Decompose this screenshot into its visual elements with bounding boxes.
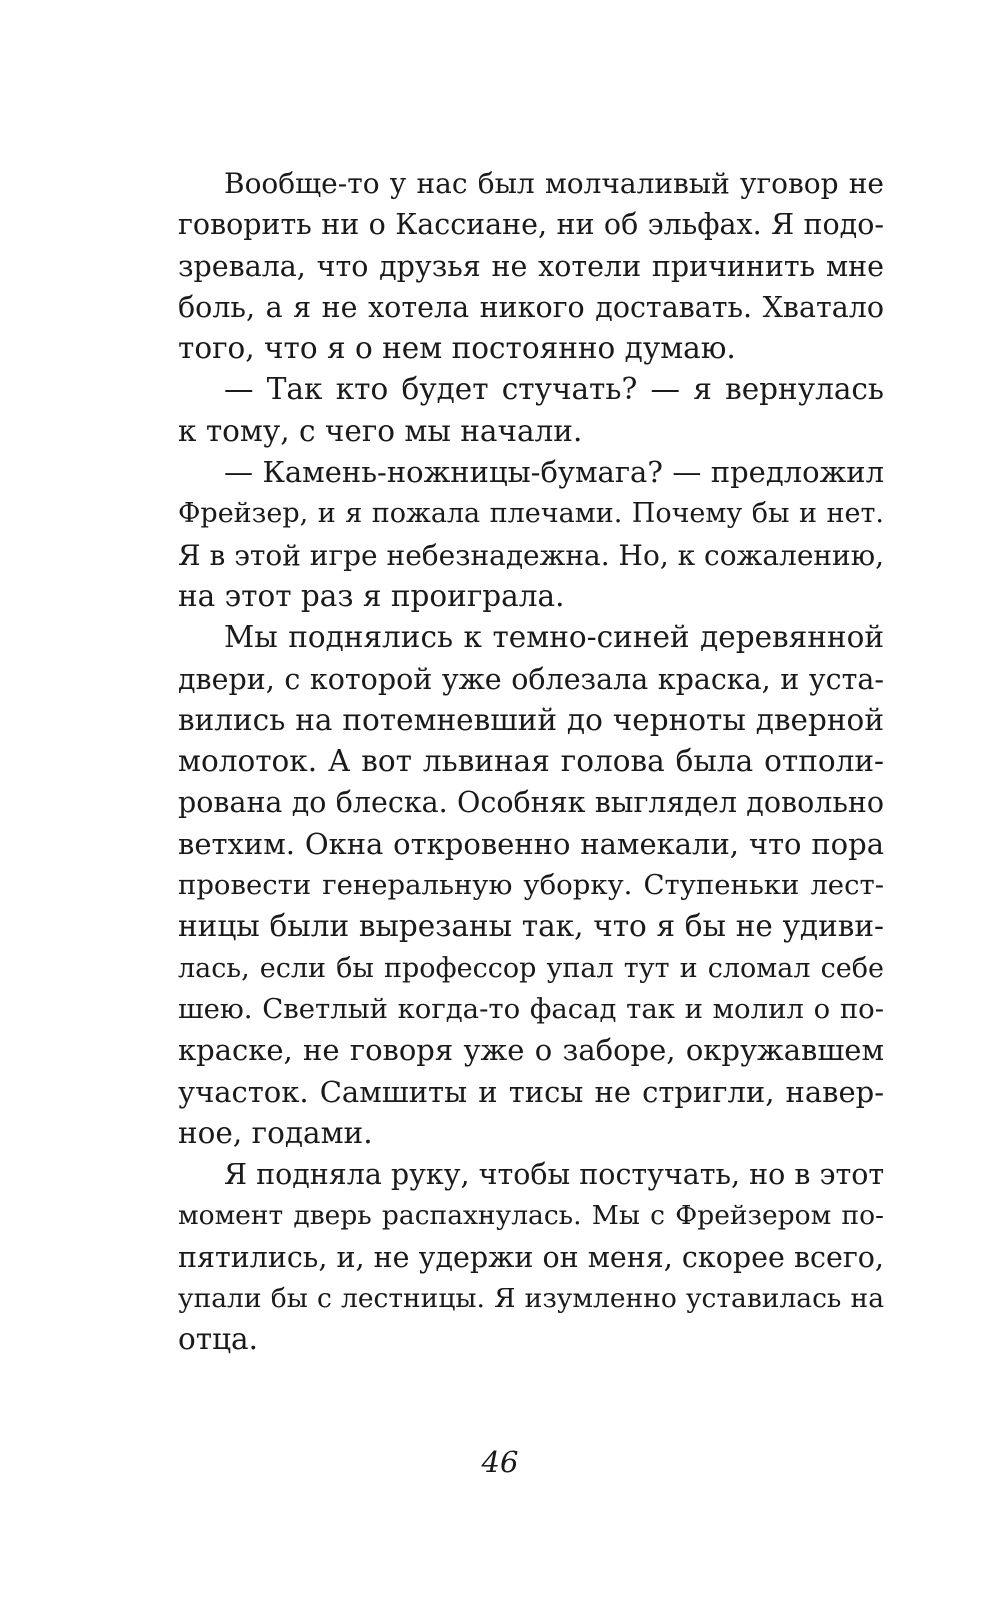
text-line: упали бы с лестницы. Я изумленно уставилась на [178,1283,884,1315]
text-line: говорить ни о Кассиане, ни об эльфах. Я подо- [178,208,884,242]
text-line: лась, если бы профессор упал тут и сломал себе [178,952,884,984]
text-line: молоток. А вот львиная голова была отполи- [178,744,884,779]
text-line: краске, не говоря уже о заборе, окружавшем [178,1033,884,1068]
text-line: ное, годами. [178,1115,373,1150]
text-line: вились на потемневший до черноты дверной [178,702,884,737]
text-line: провести генеральную уборку. Ступеньки лест- [178,869,884,902]
text-line: того, что я о нем постоянно думаю. [178,331,736,366]
text-line: — Так кто будет стучать? — я вернулась [224,372,884,407]
text-line: двери, с которой уже облезала краска, и уста- [178,662,884,696]
text-line: Фрейзер, и я пожала плечами. Почему бы и нет. [178,498,884,530]
text-line: зревала, что друзья не хотели причинить мне [178,249,884,283]
text-line: участок. Самшиты и тисы не стригли, навер- [178,1074,884,1109]
text-line: момент дверь распахнулась. Мы с Фрейзером по- [178,1200,884,1232]
text-line: к тому, с чего мы начали. [178,413,583,448]
text-line: Я в этой игре небезнадежна. Но, к сожалению, [178,538,884,572]
text-line: Я подняла руку, чтобы постучать, но в этот [224,1158,885,1192]
page-number: 46 [481,1445,519,1479]
text-line: ветхим. Окна откровенно намекали, что пора [178,826,884,861]
text-line: шею. Светлый когда-то фасад так и молил о по- [178,992,884,1025]
text-line: рована до блеска. Особняк выглядел довольно [178,786,884,820]
text-line: Вообще-то у нас был молчаливый уговор не [224,167,884,200]
body-text [178,163,884,1361]
text-line: ницы были вырезаны так, что я бы не удиви- [178,909,884,944]
text-line: отца. [178,1322,259,1357]
text-line: пятились, и, не удержи он меня, скорее всего, [178,1240,884,1274]
text-line: боль, а я не хотела никого доставать. Хватало [178,290,884,324]
text-line: на этот раз я проиграла. [178,578,565,613]
text-line: Мы поднялись к темно-синей деревянной [224,620,884,655]
text-line: — Камень-ножницы-бумага? — предложил [224,455,884,490]
